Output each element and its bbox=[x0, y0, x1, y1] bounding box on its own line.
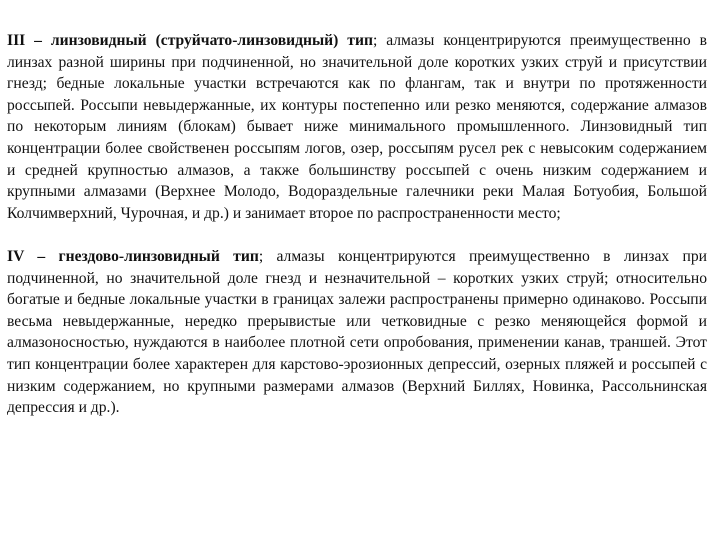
paragraph-type-iii bbox=[7, 30, 707, 224]
paragraph-type-iv bbox=[7, 246, 707, 419]
paragraph-type-iii-term: III – линзовидный (струйчато-линзовидный) тип bbox=[7, 32, 373, 49]
document-page bbox=[7, 30, 707, 419]
paragraph-type-iv-term: IV – гнездово-линзовидный тип bbox=[7, 247, 259, 265]
paragraph-type-iii-text: ; алмазы концентрируются преимущественно в линзах разной ширины при подчиненной, но значительной доле коротких узких струй и присутствии гнезд; бедные локальные участки встречаются как по флангам, так и внутри по протяженности россыпей. Россыпи невыдержанные, их контуры постепенно или резко меняются, содержание алмазов по некоторым линиям (блокам) бывает ниже минимального промышленного. Линзовидный тип концентрации более свойственен россыпям логов, озер, россыпям русел рек с невысоким содержанием и средней крупностью алмазов, а также большинству россыпей с очень низким содержанием и крупными алмазами (Верхнее Молодо, Водораздельные галечники реки Малая Ботуобия, Большой Колчимверхний, Чурочная, и др.) и занимает второе по распространенности место; bbox=[7, 32, 707, 222]
paragraph-type-iv-text: ; алмазы концентрируются преимущественно в линзах при подчиненной, но значительной доле гнезд и незначительной – коротких узких струй; относительно богатые и бедные локальные участки в границах залежи распространены примерно одинаково. Россыпи весьма невыдержанные, нередко прерывистые или четковидные с резко меняющейся формой и алмазоносностью, нуждаются в наиболее плотной сети опробования, применении канав, траншей. Этот тип концентрации более характерен для карстово-эрозионных депрессий, озерных пляжей и россыпей с низким содержанием, но крупными размерами алмазов (Верхний Биллях, Новинка, Рассольнинская депрессия и др.). bbox=[7, 247, 707, 417]
